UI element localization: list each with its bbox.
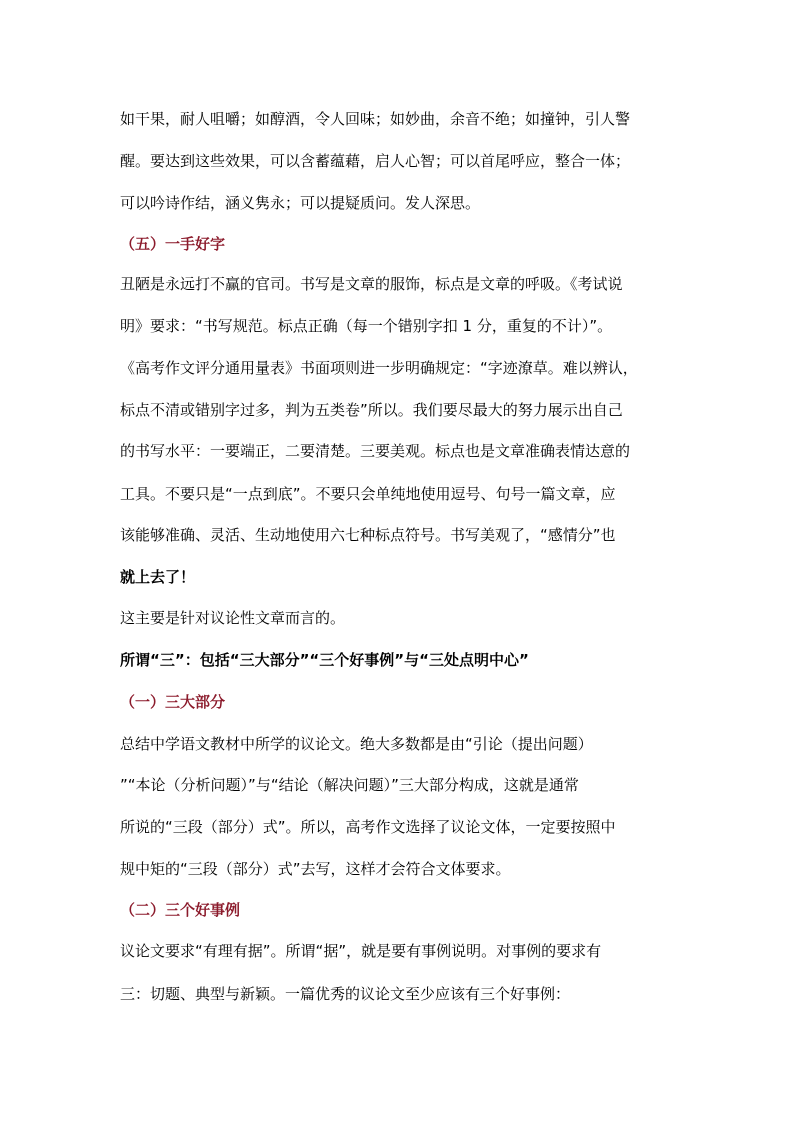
para-5-line-2: 明》要求：“书写规范。标点正确（每一个错别字扣 1 分，重复的不计）”。	[120, 317, 613, 335]
para-5-line-4: 标点不清或错别字过多，判为五类卷”所以。我们要尽最大的努力展示出自己	[120, 401, 623, 419]
para-5-line-6: 工具。不要只是“一点到底”。不要只会单纯地使用逗号、句号一篇文章，应	[120, 485, 616, 503]
para-2-line-2: 三：切题、典型与新颖。一篇优秀的议论文至少应该有三个好事例：	[120, 985, 571, 1003]
para-5-line-1: 丑陋是永远打不赢的官司。书写是文章的服饰，标点是文章的呼吸。《考试说	[120, 275, 623, 293]
para-5-line-5: 的书写水平：一要端正，二要清楚。三要美观。标点也是文章准确表情达意的	[120, 442, 631, 460]
para-5-line-7: 该能够准确、灵活、生动地使用六七种标点符号。书写美观了，“感情分”也	[120, 526, 616, 544]
note-line: 这主要是针对议论性文章而言的。	[120, 609, 346, 627]
para-1-line-4: 规中矩的“三段（部分）式”去写，这样才会符合文体要求。	[120, 860, 511, 878]
intro-line-3: 可以吟诗作结，涵义隽永；可以提疑质问。发人深思。	[120, 194, 481, 212]
para-5-line-8: 就上去了！	[120, 568, 196, 586]
section-heading-2: （二）三个好事例	[120, 901, 241, 919]
para-1-line-3: 所说的“三段（部分）式”。所以，高考作文选择了议论文体，一定要按照中	[120, 818, 616, 836]
intro-line-1: 如干果，耐人咀嚼；如醇酒，令人回味；如妙曲，余音不绝；如撞钟，引人警	[120, 110, 631, 128]
intro-line-2: 醒。要达到这些效果，可以含蓄蕴藉，启人心智；可以首尾呼应，整合一体；	[120, 152, 631, 170]
section-heading-5: （五）一手好字	[120, 235, 226, 253]
section-heading-1: （一）三大部分	[120, 693, 226, 711]
para-1-line-1: 总结中学语文教材中所学的议论文。绝大多数都是由“引论（提出问题）	[120, 735, 593, 753]
para-1-line-2: ”“本论（分析问题）”与“结论（解决问题）”三大部分构成，这就是通常	[120, 776, 579, 794]
three-parts-line: 所谓“三”：包括“三大部分”“三个好事例”与“三处点明中心”	[120, 651, 529, 669]
para-5-line-3: 《高考作文评分通用量表》书面项则进一步明确规定：“字迹潦草。难以辨认，	[120, 359, 638, 377]
para-2-line-1: 议论文要求“有理有据”。所谓“据”，就是要有事例说明。对事例的要求有	[120, 942, 602, 960]
